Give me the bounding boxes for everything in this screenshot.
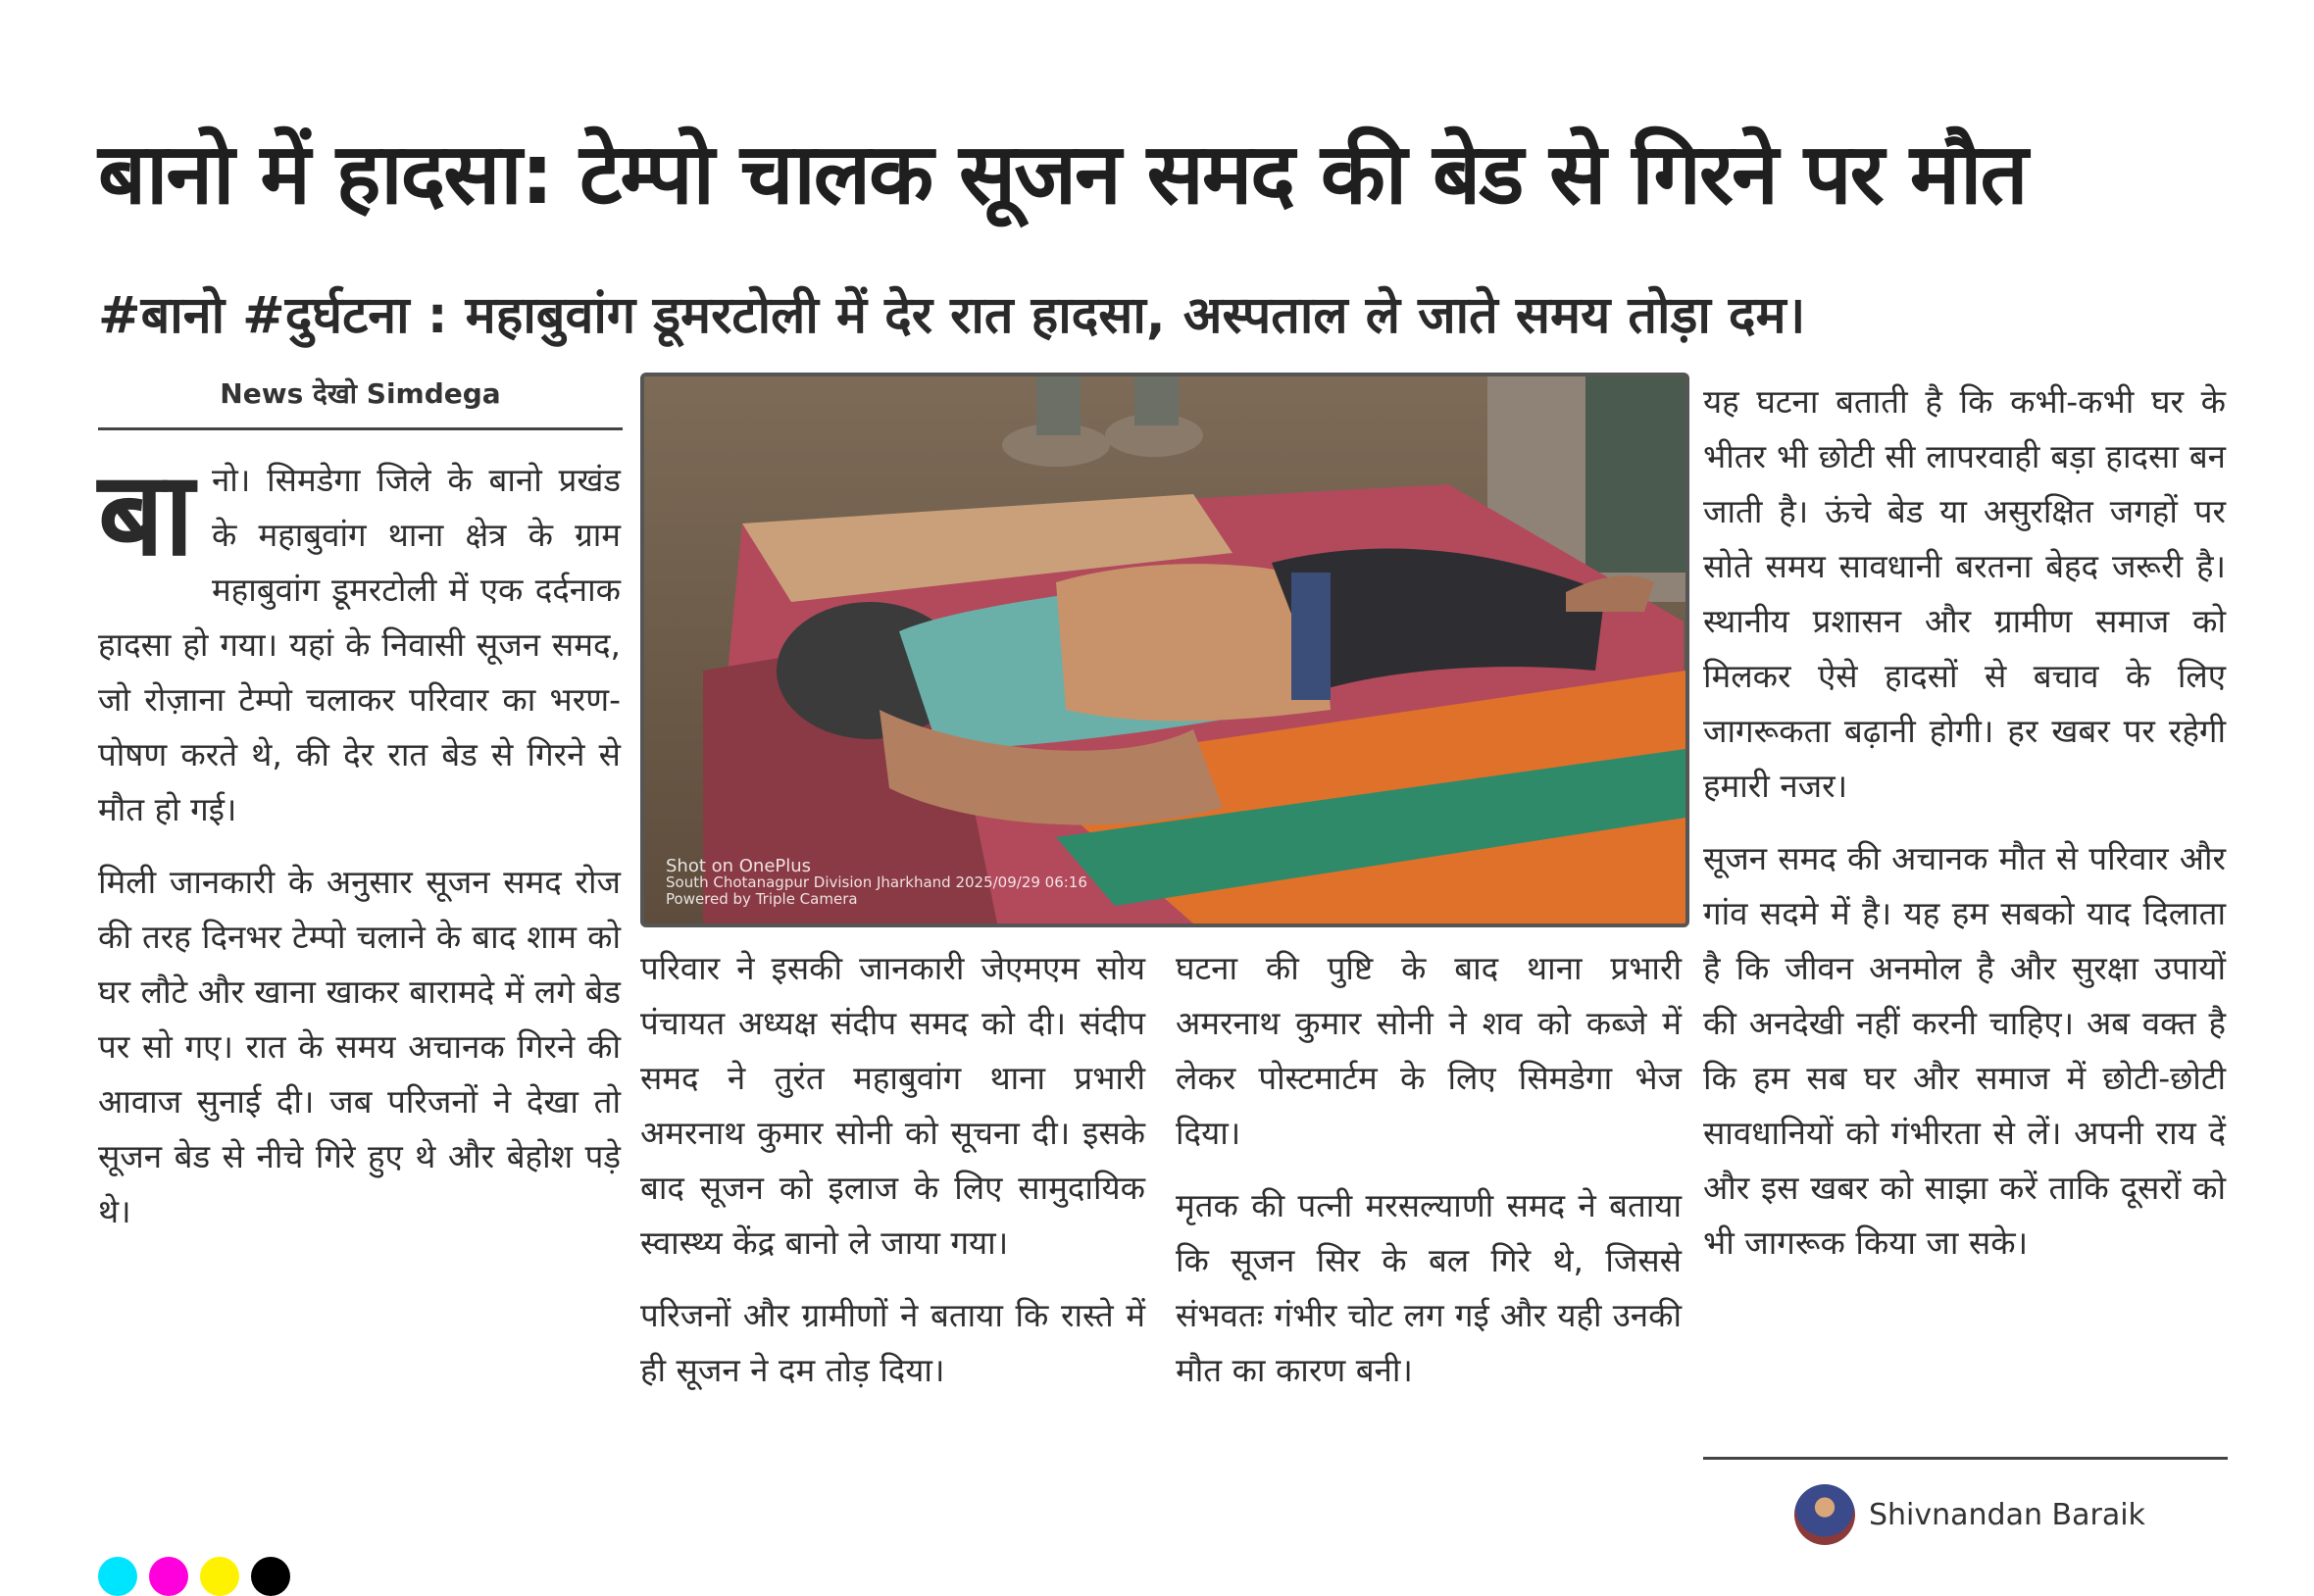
author-rule <box>1703 1457 2228 1460</box>
byline: News देखो Simdega <box>220 377 501 410</box>
photo-watermark: Shot on OnePlus South Chotanagpur Division Jharkhand 2025/09/29 06:16 Powered by Triple Camera <box>666 856 1087 908</box>
col1-paragraph-1: बानो। सिमडेगा जिले के बानो प्रखंड के महाबुवांग थाना क्षेत्र के ग्राम महाबुवांग डूमरटोली में एक दर्दनाक हादसा हो गया। यहां के निवासी सूजन समद, जो रोज़ाना टेम्पो चलाकर परिवार का भरण-पोषण करते थे, की देर रात बेड से गिरने से मौत हो गई। <box>98 446 621 828</box>
col3-paragraph-1: घटना की पुष्टि के बाद थाना प्रभारी अमरनाथ कुमार सोनी ने शव को कब्जे में लेकर पोस्टमार्टम के लिए सिमडेगा भेज दिया। <box>1176 949 1682 1152</box>
headline: बानो में हादसा: टेम्पो चालक सूजन समद की बेड से गिरने पर मौत <box>98 125 2027 224</box>
column-2 <box>640 941 1145 1416</box>
author-name: Shivnandan Baraik <box>1869 1497 2145 1532</box>
column-4 <box>1703 374 2226 1288</box>
magenta-registration-dot <box>149 1557 188 1596</box>
subheadline: #बानो #दुर्घटना : महाबुवांग डूमरटोली में देर रात हादसा, अस्पताल ले जाते समय तोड़ा दम। <box>98 286 1806 345</box>
col2-paragraph-2: परिजनों और ग्रामीणों ने बताया कि रास्ते में ही सूजन ने दम तोड़ दिया। <box>640 1296 1145 1389</box>
photo-illustration <box>644 376 1685 923</box>
byline-rule <box>98 427 623 430</box>
column-1 <box>98 446 621 1257</box>
news-photo <box>640 373 1689 927</box>
col2-paragraph-1: परिवार ने इसकी जानकारी जेएमएम सोय पंचायत अध्यक्ष संदीप समद को दी। संदीप समद ने तुरंत महाबुवांग थाना प्रभारी अमरनाथ कुमार सोनी को सूचना दी। इसके बाद सूजन को इलाज के लिए सामुदायिक स्वास्थ्य केंद्र बानो ले जाया गया। <box>640 949 1145 1262</box>
black-registration-dot <box>251 1557 290 1596</box>
col4-paragraph-2: सूजन समद की अचानक मौत से परिवार और गांव सदमे में है। यह हम सबको याद दिलाता है कि जीवन अनमोल है और सुरक्षा उपायों की अनदेखी नहीं करनी चाहिए। अब वक्त है कि हम सब घर और समाज में छोटी-छोटी सावधानियों को गंभीरता से लें। अपनी राय दें और इस खबर को साझा करें ताकि दूसरों को भी जागरूक किया जा सके। <box>1703 839 2226 1262</box>
yellow-registration-dot <box>200 1557 239 1596</box>
col3-paragraph-2: मृतक की पत्नी मरसल्याणी समद ने बताया कि सूजन सिर के बल गिरे थे, जिससे संभवतः गंभीर चोट लग गई और यही उनकी मौत का कारण बनी। <box>1176 1186 1682 1389</box>
drop-cap: बा <box>98 446 194 581</box>
author-credit <box>1794 1482 2145 1547</box>
col1-paragraph-2: मिली जानकारी के अनुसार सूजन समद रोज की तरह दिनभर टेम्पो चलाने के बाद शाम को घर लौटे और खाना खाकर बारामदे में लगे बेड पर सो गए। रात के समय अचानक गिरने की आवाज सुनाई दी। जब परिजनों ने देखा तो सूजन बेड से नीचे गिरे हुए थे और बेहोश पड़े थे। <box>98 863 621 1230</box>
column-3 <box>1176 941 1682 1416</box>
avatar <box>1794 1484 1855 1545</box>
cyan-registration-dot <box>98 1557 137 1596</box>
col4-paragraph-1: यह घटना बताती है कि कभी-कभी घर के भीतर भी छोटी सी लापरवाही बड़ा हादसा बन जाती है। ऊंचे बेड या असुरक्षित जगहों पर सोते समय सावधानी बरतना बेहद जरूरी है। स्थानीय प्रशासन और ग्रामीण समाज को मिलकर ऐसे हादसों से बचाव के लिए जागरूकता बढ़ानी होगी। हर खबर पर रहेगी हमारी नजर। <box>1703 382 2226 805</box>
